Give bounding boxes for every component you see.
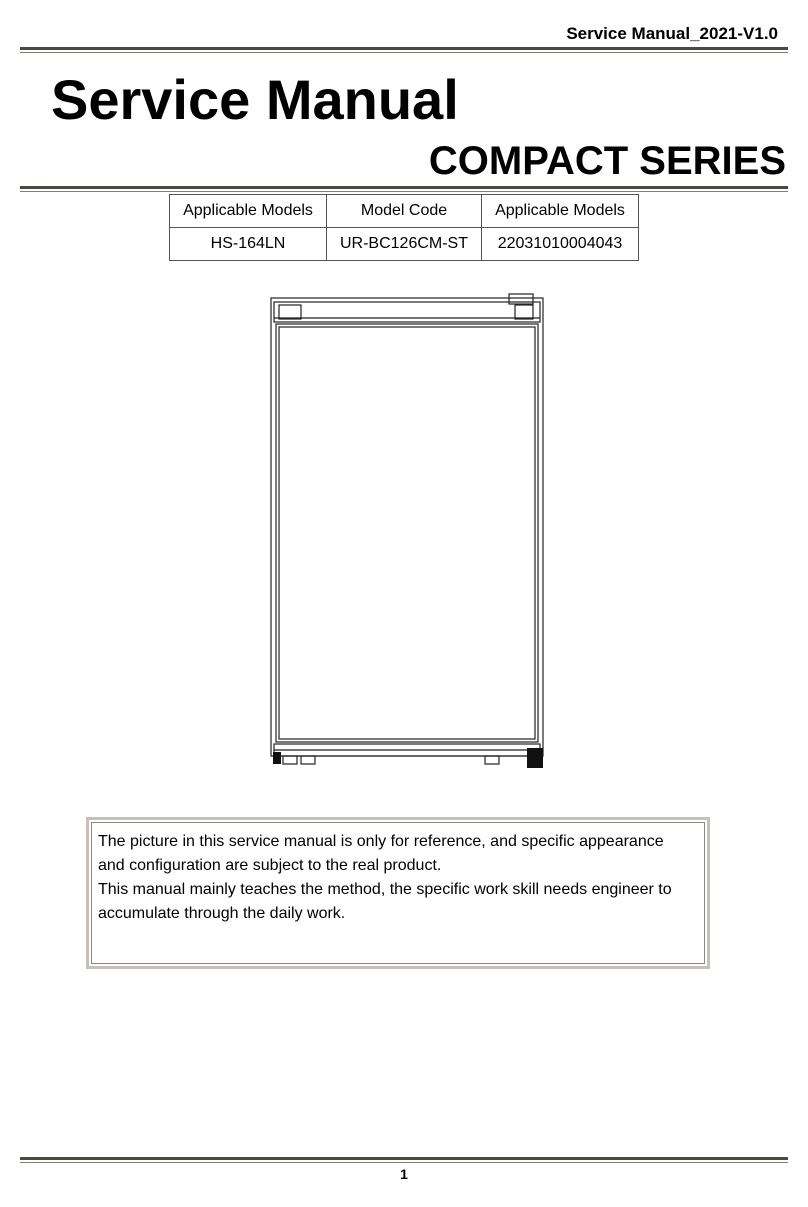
table-header-cell: Applicable Models [170,195,327,228]
title-rule [20,186,788,192]
refrigerator-illustration [265,292,555,772]
notice-box [86,817,710,969]
series-title: COMPACT SERIES [428,139,786,183]
page-number: 1 [400,1166,408,1182]
header-text: Service Manual_2021-V1.0 [566,24,778,43]
notice-line: The picture in this service manual is only for reference, and specific appearance [98,833,664,850]
header-rule [20,47,788,53]
table-cell: UR-BC126CM-ST [327,228,482,261]
notice-line: and configuration are subject to the real product. [98,857,442,874]
table-cell: 22031010004043 [482,228,639,261]
table-header-cell: Applicable Models [482,195,639,228]
notice-line: accumulate through the daily work. [98,905,346,922]
table-header-cell: Model Code [327,195,482,228]
models-table [169,194,639,261]
document-title: Service Manual [51,68,459,131]
table-row [170,228,639,261]
notice-line: This manual mainly teaches the method, the specific work skill needs engineer to [98,881,672,898]
table-header-row [170,195,639,228]
table-cell: HS-164LN [170,228,327,261]
footer-rule [20,1157,788,1163]
